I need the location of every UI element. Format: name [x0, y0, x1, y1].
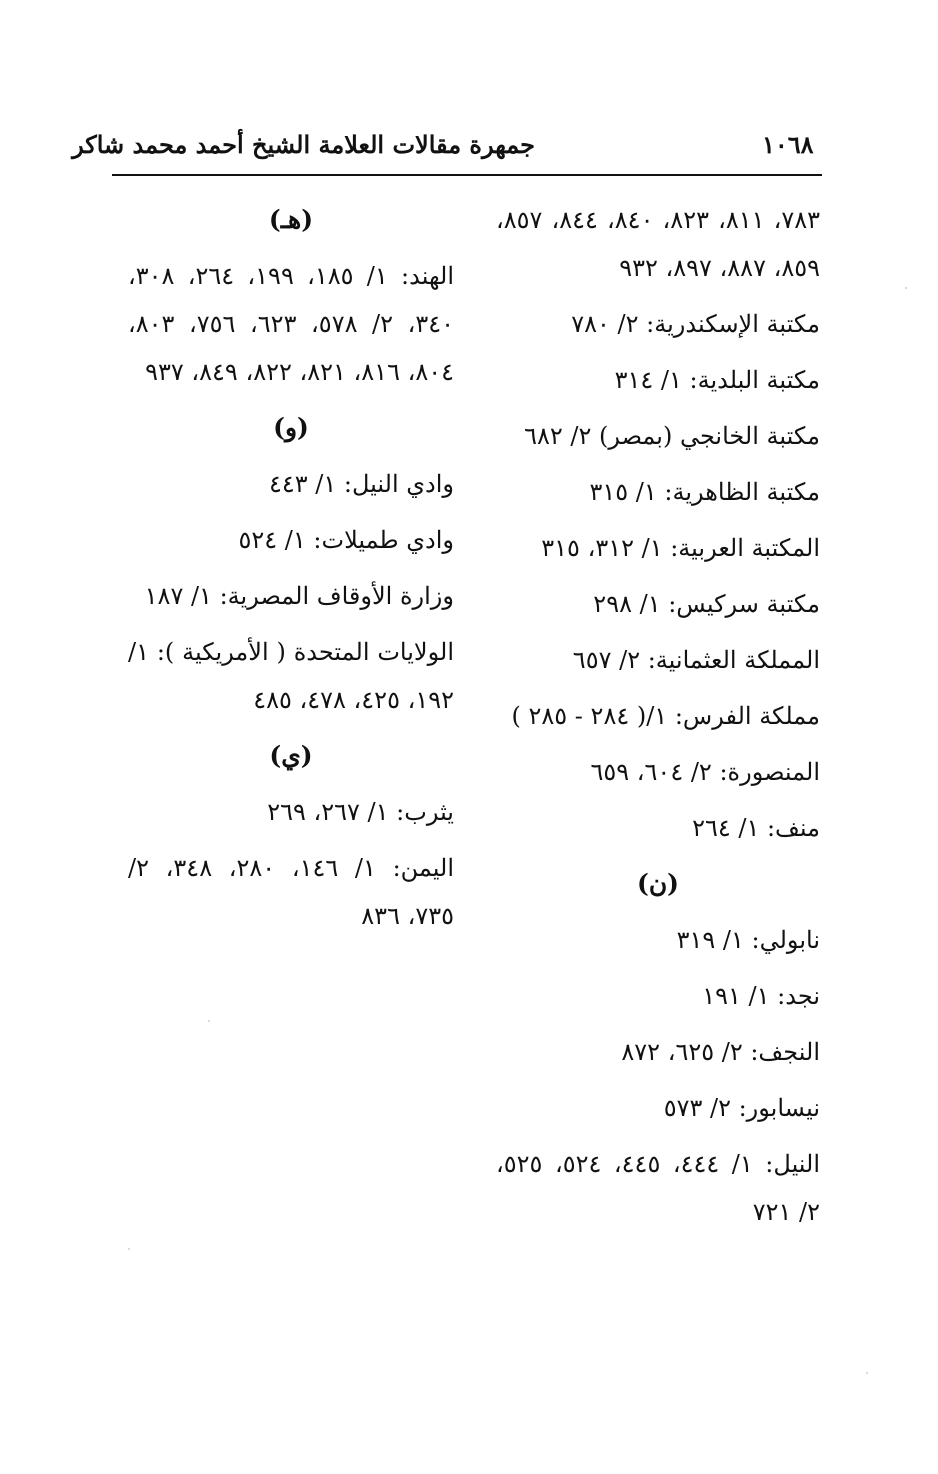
index-entry: وادي النيل: ١/ ٤٤٣: [269, 470, 454, 498]
index-column-right: [496, 196, 820, 1244]
index-entry: الولايات المتحدة ( الأمريكية ): ١/ ١٩٢، ٤٢٥، ٤٧٨، ٤٨٥: [128, 638, 454, 714]
index-entry: النيل: ١/ ٤٤٤، ٤٤٥، ٥٢٤، ٥٢٥، ٢/ ٧٢١: [496, 1150, 821, 1226]
index-entry: وادي طميلات: ١/ ٥٢٤: [238, 526, 454, 554]
index-entry: منف: ١/ ٢٦٤: [692, 814, 820, 842]
paper-speck: [905, 287, 907, 289]
index-entry: نجد: ١/ ١٩١: [702, 982, 820, 1010]
index-entry: المكتبة العربية: ١/ ٣١٢، ٣١٥: [541, 534, 820, 562]
index-entry: مكتبة الخانجي (بمصر) ٢/ ٦٨٢: [524, 422, 820, 450]
index-entry: المملكة العثمانية: ٢/ ٦٥٧: [572, 646, 820, 674]
index-entry: مكتبة البلدية: ١/ ٣١٤: [614, 366, 820, 394]
index-entry: مملكة الفرس: ١/( ٢٨٤ - ٢٨٥ ): [511, 702, 820, 730]
index-entry: النجف: ٢/ ٦٢٥، ٨٧٢: [621, 1038, 820, 1066]
index-entry: نابولي: ١/ ٣١٩: [676, 926, 820, 954]
section-letter: (ن): [636, 869, 680, 898]
index-entry: مكتبة الإسكندرية: ٢/ ٧٨٠: [571, 310, 820, 338]
section-letter: (ي): [269, 741, 313, 770]
index-entry: ٧٨٣، ٨١١، ٨٢٣، ٨٤٠، ٨٤٤، ٨٥٧، ٨٥٩، ٨٨٧، ٨٩٧، ٩٣٢: [496, 206, 820, 282]
index-entry: نيسابور: ٢/ ٥٧٣: [663, 1094, 820, 1122]
paper-speck: [128, 1248, 130, 1250]
page-number: ١٠٦٨: [762, 130, 814, 159]
running-title: جمهرة مقالات العلامة الشيخ أحمد محمد شاكر: [72, 130, 535, 159]
section-letter: (و): [273, 413, 309, 442]
index-entry: وزارة الأوقاف المصرية: ١/ ١٨٧: [144, 582, 454, 610]
section-letter: (هـ): [268, 205, 314, 234]
index-entry: مكتبة الظاهرية: ١/ ٣١٥: [589, 478, 820, 506]
paper-speck: [208, 1020, 210, 1022]
index-entry: اليمن: ١/ ١٤٦، ٢٨٠، ٣٤٨، ٢/ ٧٣٥، ٨٣٦: [128, 854, 455, 930]
page-header: [72, 128, 820, 172]
header-rule: [112, 174, 822, 176]
index-column-left: [128, 196, 454, 948]
index-entry: المنصورة: ٢/ ٦٠٤، ٦٥٩: [590, 758, 820, 786]
index-entry: الهند: ١/ ١٨٥، ١٩٩، ٢٦٤، ٣٠٨، ٣٤٠، ٢/ ٥٧٨، ٦٢٣، ٧٥٦، ٨٠٣، ٨٠٤، ٨١٦، ٨٢١، ٨٢٢، ٨٤٩، ٩٣٧: [128, 262, 455, 386]
index-entry: يثرب: ١/ ٢٦٧، ٢٦٩: [267, 798, 454, 826]
index-entry: مكتبة سركيس: ١/ ٢٩٨: [593, 590, 820, 618]
paper-speck: [866, 1372, 868, 1374]
